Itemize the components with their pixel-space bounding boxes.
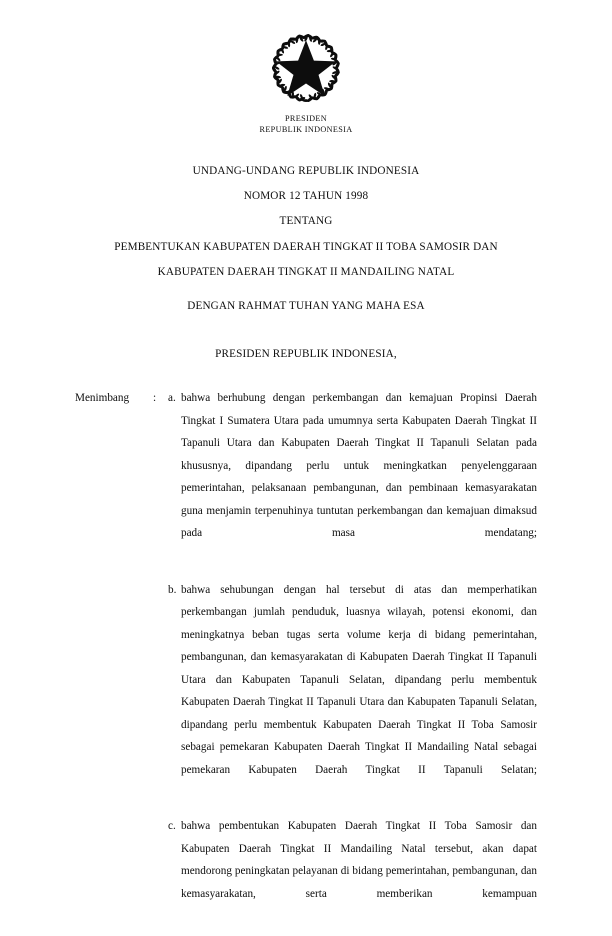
clause-text-c: bahwa pembentukan Kabupaten Daerah Tingkat II Toba Samosir dan Kabupaten Daerah Tingkat II Mandailing Natal tersebut, akan dapat mendorong peningkatan pelayanan di bidang pemerintahan, pembangunan, dan kemasyarakatan, serta memberikan kemampuan (181, 820, 537, 900)
considering-colon: : (153, 392, 157, 404)
clause-text-a: bahwa berhubung dengan perkembangan dan kemajuan Propinsi Daerah Tingkat I Sumatera Utara pada umumnya serta Kabupaten Daerah Tingkat II Tapanuli Utara dan Kabupaten Daerah Tingkat II Tapanuli Selatan pada khususnya, dipandang perlu untuk meningkatkan penyelenggaraan pemerintahan, pelaksanaan pembangunan, dan pembinaan kemasyarakatan guna menjamin terpenuhinya tuntutan perkembangan dan kemajuan dimaksud pada masa mendatang; (181, 392, 537, 539)
title-line-law-name: UNDANG-UNDANG REPUBLIK INDONESIA (192, 165, 420, 177)
signatory-text: PRESIDEN REPUBLIK INDONESIA, (215, 348, 397, 360)
title-line-number-year: NOMOR 12 TAHUN 1998 (243, 190, 369, 203)
emblem-block (0, 26, 612, 135)
emblem-caption (0, 114, 612, 135)
considering-clause-b (75, 579, 537, 804)
considering-clause-c (75, 815, 537, 928)
invocation-text: DENGAN RAHMAT TUHAN YANG MAHA ESA (187, 300, 425, 312)
indonesian-presidential-star-wreath-emblem (264, 26, 348, 110)
signatory-block (75, 342, 537, 367)
title-line-tentang: TENTANG (279, 215, 333, 228)
considering-label: Menimbang (75, 392, 130, 404)
emblem-caption-line-1: PRESIDEN (285, 114, 327, 123)
emblem-caption-line-2: REPUBLIK INDONESIA (259, 124, 353, 134)
title-line-subject-1: PEMBENTUKAN KABUPATEN DAERAH TINGKAT II TOBA SAMOSIR DAN (114, 240, 498, 253)
clause-marker-b: b. (168, 583, 177, 596)
invocation-block (75, 294, 537, 319)
clause-marker-a: a. (168, 392, 176, 404)
clause-text-b: bahwa sehubungan dengan hal tersebut di atas dan memperhatikan perkembangan jumlah penduduk, luasnya wilayah, potensi ekonomi, dan meningkatnya beban tugas serta volume kerja di bidang pemerintahan, pembangunan, dan kemasyarakatan di Kabupaten Daerah Tingkat II Tapanuli Utara dan Kabupaten Tapanuli Selatan, dipandang perlu membentuk Kabupaten Daerah Tingkat II Tapanuli Utara dan Kabupaten Tapanuli Selatan, dipandang perlu membentuk Kabupaten Daerah Tingkat II Toba Samosir sebagai pemekaran Kabupaten Daerah Tingkat II Mandailing Natal sebagai pemekaran Kabupaten Daerah Tingkat II Tapanuli Selatan; (181, 583, 537, 776)
considering-clause-a (75, 387, 537, 567)
clause-marker-c: c. (168, 820, 176, 832)
considering-section (75, 387, 537, 928)
document-title-block (75, 159, 537, 285)
title-line-subject-2: KABUPATEN DAERAH TINGKAT II MANDAILING NATAL (157, 265, 455, 278)
